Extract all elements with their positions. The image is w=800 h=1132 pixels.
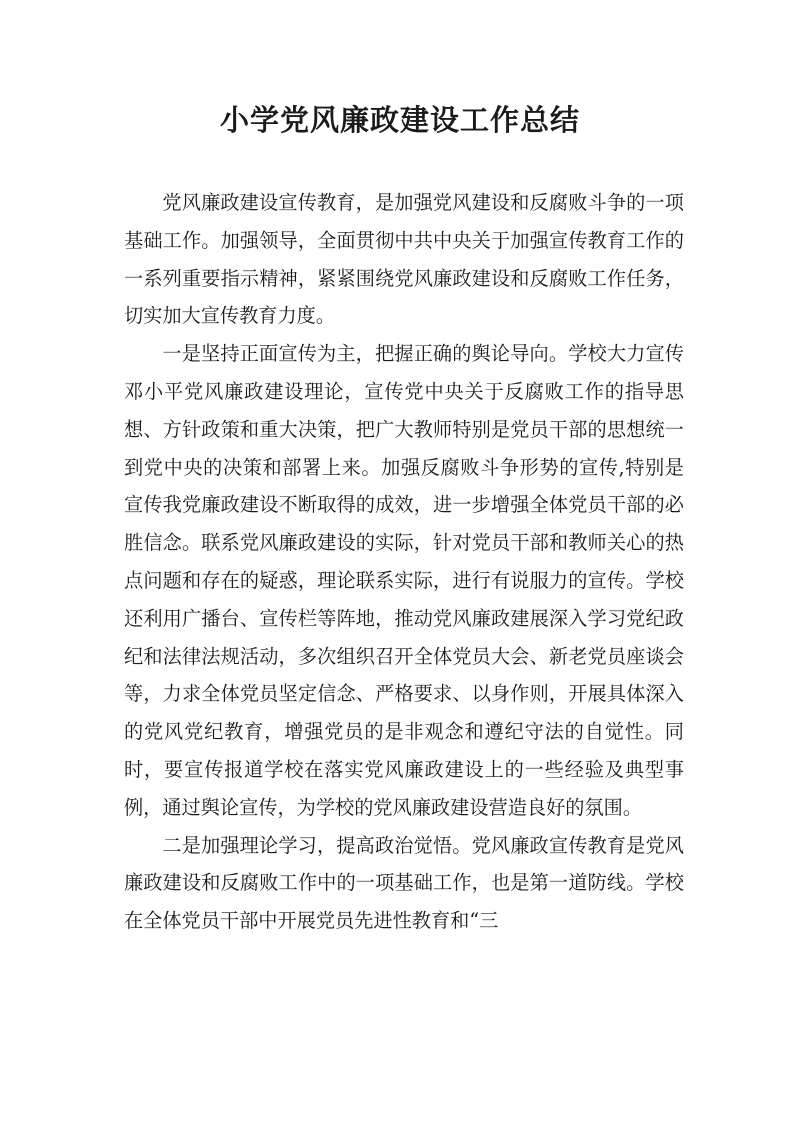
document-title: 小学党风廉政建设工作总结: [219, 103, 580, 137]
paragraph-intro: 党风廉政建设宣传教育，是加强党风建设和反腐败斗争的一项基础工作。加强领导，全面贯彻中共中央关于加强宣传教育工作的一系列重要指示精神，紧紧围绕党风廉政建设和反腐败工作任务，切实加大宣传教育力度。: [124, 191, 684, 328]
document-body: [124, 184, 684, 940]
paragraph-point-one: 一是坚持正面宣传为主，把握正确的舆论导向。学校大力宣传邓小平党风廉政建设理论，宣传党中央关于反腐败工作的指导思想、方针政策和重大决策，把广大教师特别是党员干部的思想统一到党中央的决策和部署上来。加强反腐败斗争形势的宣传,特别是宣传我党廉政建设不断取得的成效，进一步增强全体党员干部的必胜信念。联系党风廉政建设的实际，针对党员干部和教师关心的热点问题和存在的疑惑，理论联系实际，进行有说服力的宣传。学校还利用广播台、宣传栏等阵地，推动党风廉政建展深入学习党纪政纪和法律法规活动，多次组织召开全体党员大会、新老党员座谈会等，力求全体党员坚定信念、严格要求、以身作则，开展具体深入的党风党纪教育，增强党员的是非观念和遵纪守法的自觉性。同时，要宣传报道学校在落实党风廉政建设上的一些经验及典型事例，通过舆论宣传，为学校的党风廉政建设营造良好的氛围。: [124, 342, 684, 819]
paragraph-point-two: 二是加强理论学习，提高政治觉悟。党风廉政宣传教育是党风廉政建设和反腐败工作中的一项基础工作，也是第一道防线。学校在全体党员干部中开展党员先进性教育和“三: [124, 833, 684, 933]
